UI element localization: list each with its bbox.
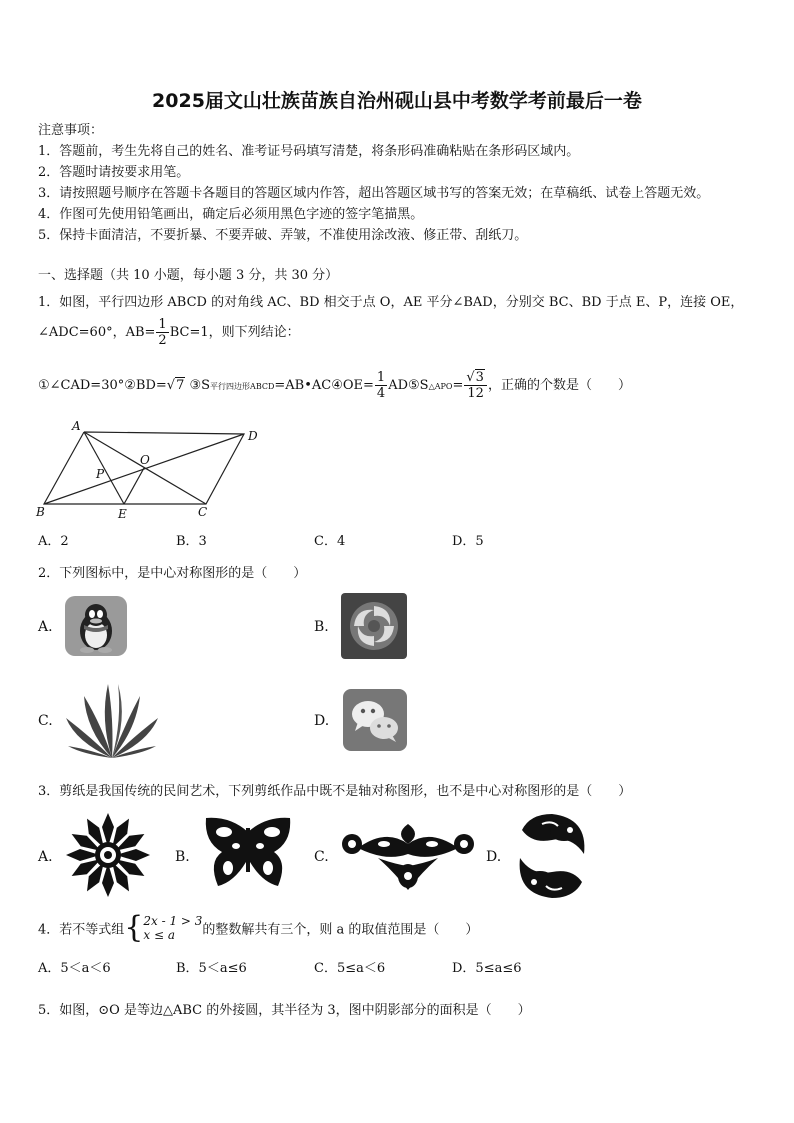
petal-fan-logo-icon[interactable] bbox=[62, 680, 162, 760]
q4-options bbox=[38, 957, 590, 976]
q1-text: BC=1，则下列结论： bbox=[169, 325, 300, 340]
brace-icon: { bbox=[124, 910, 144, 945]
equals: = bbox=[452, 378, 464, 393]
option-d[interactable]: D．5 bbox=[452, 534, 484, 549]
q5-stem: 5．如图，⊙O 是等边△ABC 的外接圆，其半径为 3，图中阴影部分的面积是（ ） bbox=[38, 1003, 531, 1018]
inequality-2: x ≤ a bbox=[143, 928, 175, 942]
paper-cut-fish-icon[interactable] bbox=[512, 810, 592, 902]
section-heading: 一、选择题（共 10 小题，每小题 3 分，共 30 分） bbox=[38, 268, 339, 283]
q1-options bbox=[38, 530, 590, 549]
option-d[interactable]: D．5≤a≤6 bbox=[452, 961, 522, 976]
option-b[interactable]: B．3 bbox=[176, 534, 207, 549]
q1-text: ∠ADC=60°，AB= bbox=[38, 325, 156, 340]
subscript: 平行四边形ABCD bbox=[210, 382, 275, 391]
label-A: A bbox=[72, 420, 81, 433]
numerator: √3 bbox=[464, 370, 487, 386]
option-a[interactable]: A．5＜a＜6 bbox=[38, 961, 111, 976]
q4-text: 的整数解共有三个，则 a 的取值范围是（ ） bbox=[202, 922, 479, 938]
q3-label-a: A. bbox=[38, 849, 53, 865]
option-c[interactable]: C．5≤a＜6 bbox=[314, 961, 386, 976]
page-title: 2025届文山壮族苗族自治州砚山县中考数学考前最后一卷 bbox=[152, 90, 642, 112]
paper-cut-flower-icon[interactable] bbox=[62, 812, 154, 898]
note-item: 2．答题时请按要求用笔。 bbox=[38, 165, 190, 180]
label-C: C bbox=[198, 505, 208, 519]
label-P: P bbox=[96, 467, 105, 481]
label-O: O bbox=[140, 453, 150, 467]
q3-label-d: D. bbox=[486, 849, 502, 865]
subscript: △APO bbox=[428, 382, 453, 391]
fraction-sqrt3-12 bbox=[464, 370, 487, 401]
denominator: 12 bbox=[467, 386, 484, 401]
inequality-system bbox=[143, 914, 202, 942]
conclusion-3: ③S bbox=[189, 378, 211, 393]
sqrt-radicand: 7 bbox=[176, 378, 185, 393]
label-B: B bbox=[36, 505, 45, 519]
q2-label-a: A. bbox=[38, 619, 53, 635]
q2-label-c: C. bbox=[38, 713, 53, 729]
q1-stem-line2 bbox=[38, 317, 300, 348]
q2-stem: 2．下列图标中，是中心对称图形的是（ ） bbox=[38, 566, 307, 581]
note-item: 5．保持卡面清洁，不要折暴、不要弄破、弄皱，不准使用涂改液、修正带、刮纸刀。 bbox=[38, 228, 528, 243]
swirl-logo-icon[interactable] bbox=[340, 592, 408, 660]
q3-label-b: B. bbox=[175, 849, 190, 865]
paper-cut-butterfly-icon[interactable] bbox=[200, 812, 296, 894]
qq-penguin-icon[interactable] bbox=[64, 595, 128, 657]
denominator: 4 bbox=[376, 386, 386, 401]
option-c[interactable]: C．4 bbox=[314, 534, 346, 549]
chat-bubbles-icon[interactable] bbox=[342, 688, 408, 752]
q2-label-b: B. bbox=[314, 619, 329, 635]
fraction-quarter bbox=[375, 370, 387, 401]
q1-stem-line1: 1．如图，平行四边形 ABCD 的对角线 AC、BD 相交于点 O，AE 平分∠BAD，分别交 BC、BD 于点 E、P，连接 OE， bbox=[38, 295, 744, 310]
note-item: 1．答题前，考生先将自己的姓名、准考证号码填写清楚，将条形码准确粘贴在条形码区域内。 bbox=[38, 144, 580, 159]
q1-tail: ，正确的个数是（ ） bbox=[487, 378, 631, 393]
q2-label-d: D. bbox=[314, 713, 330, 729]
sqrt-sign-icon: √ bbox=[166, 378, 176, 393]
fraction-half bbox=[156, 317, 168, 348]
conclusion-5: AD⑤S bbox=[388, 378, 429, 393]
option-b[interactable]: B．5＜a≤6 bbox=[176, 961, 247, 976]
label-E: E bbox=[118, 507, 127, 520]
notes-block bbox=[38, 120, 709, 246]
inequality-1: 2x - 1 > 3 bbox=[143, 914, 203, 928]
q1-conclusions bbox=[38, 370, 631, 401]
paper-cut-vine-icon[interactable] bbox=[338, 814, 478, 896]
q4-text: 4．若不等式组 bbox=[38, 922, 125, 938]
numerator: 1 bbox=[376, 370, 386, 385]
conclusion-3-4: =AB•AC④OE= bbox=[274, 378, 374, 393]
q3-label-c: C. bbox=[314, 849, 329, 865]
q4-stem bbox=[38, 910, 479, 945]
note-item: 4．作图可先使用铅笔画出，确定后必须用黑色字迹的签字笔描黑。 bbox=[38, 207, 424, 222]
option-a[interactable]: A．2 bbox=[38, 534, 69, 549]
notes-heading: 注意事项： bbox=[38, 123, 104, 138]
conclusion-1-2: ①∠CAD=30°②BD= bbox=[38, 378, 167, 393]
note-item: 3．请按照题号顺序在答题卡各题目的答题区域内作答，超出答题区域书写的答案无效；在草稿纸、试卷上答题无效。 bbox=[38, 186, 710, 201]
sqrt-radicand: 3 bbox=[475, 370, 484, 385]
label-D: D bbox=[248, 429, 258, 443]
denominator: 2 bbox=[158, 333, 167, 348]
parallelogram-figure bbox=[34, 420, 264, 520]
numerator: 1 bbox=[158, 317, 167, 332]
q3-stem: 3．剪纸是我国传统的民间艺术，下列剪纸作品中既不是轴对称图形，也不是中心对称图形的是（ ） bbox=[38, 784, 632, 799]
